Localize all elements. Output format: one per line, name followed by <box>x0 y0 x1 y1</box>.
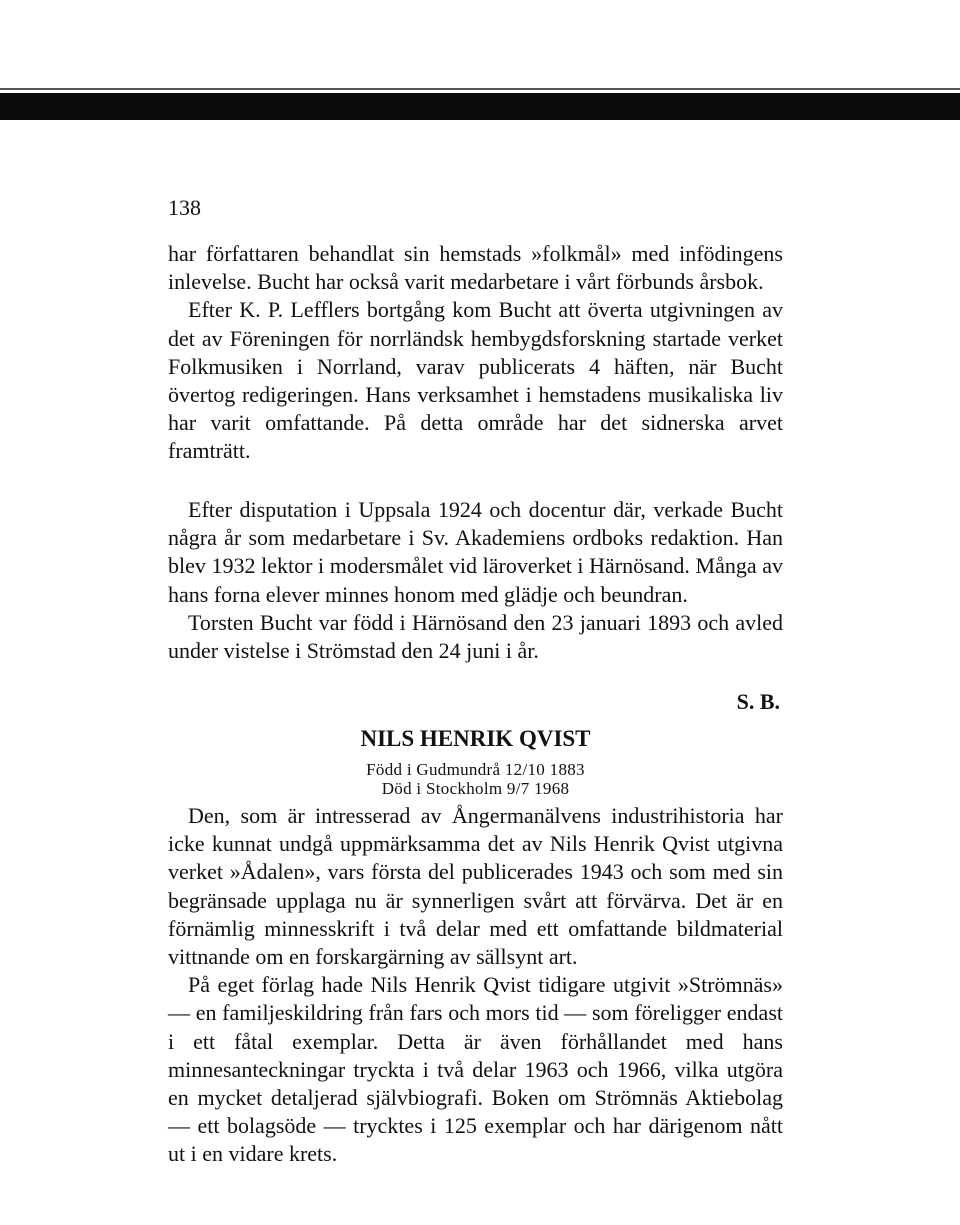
obituary-body <box>168 802 783 1169</box>
birth-line: Född i Gudmundrå 12/10 1883 <box>366 760 585 779</box>
bucht-career-section <box>168 496 783 665</box>
paragraph: Torsten Bucht var född i Härnösand den 23 januari 1893 och avled under vistelse i Strömstad den 24 juni i år. <box>168 609 783 664</box>
paragraph: Efter disputation i Uppsala 1924 och docentur där, verkade Bucht några år som medarbetare i Sv. Akademiens ordboks redaktion. Han blev 1932 lektor i modersmålet vid läroverket i Härnösand. Många av hans forna elever minnes honom med glädje och beundran. <box>168 497 783 607</box>
paragraph: Efter K. P. Lefflers bortgång kom Bucht att överta utgivningen av det av Föreningen för norrländsk hembygdsforskning startade verket Folkmusiken i Norrland, varav publicerats 4 häften, när Bucht övertog redigeringen. Hans verksamhet i hemstadens musikaliska liv har varit omfattande. På detta område har det sidnerska arvet framträtt. <box>168 297 783 464</box>
scan-border-bar <box>0 93 960 120</box>
page-number: 138 <box>168 195 201 220</box>
paragraph: På eget förlag hade Nils Henrik Qvist tidigare utgivit »Strömnäs» — en familjeskildring från fars och mors tid — som föreligger endast i ett fåtal exemplar. Detta är även förhållandet med hans minnesanteckningar tryckta i två delar 1963 och 1966, vilka utgöra en mycket detaljerad självbiografi. Boken om Strömnäs Aktiebolag — ett bolagsöde — trycktes i 125 exemplar och har därigenom nått ut i en vidare krets. <box>168 972 783 1167</box>
paragraph: har författaren behandlat sin hemstads »folkmål» med infödingens inlevelse. Bucht har också varit medarbetare i vårt förbunds årsbok. <box>168 241 783 295</box>
scan-edge-line <box>0 88 960 90</box>
continued-text-section <box>168 240 783 466</box>
obituary-heading: NILS HENRIK QVIST <box>360 726 591 751</box>
paragraph: Den, som är intresserad av Ångermanälvens industrihistoria har icke kunnat undgå uppmärksamma det av Nils Henrik Qvist utgivna verket »Ådalen», vars första del publicerades 1943 och som med sin begränsade upplaga nu är synnerligen svårt att förvärva. Det är en förnämlig minnesskrift i två delar med ett omfattande bildmaterial vittnande om en forskargärning av sällsynt art. <box>168 803 783 970</box>
author-signature: S. B. <box>736 689 780 714</box>
death-line: Död i Stockholm 9/7 1968 <box>381 779 570 798</box>
